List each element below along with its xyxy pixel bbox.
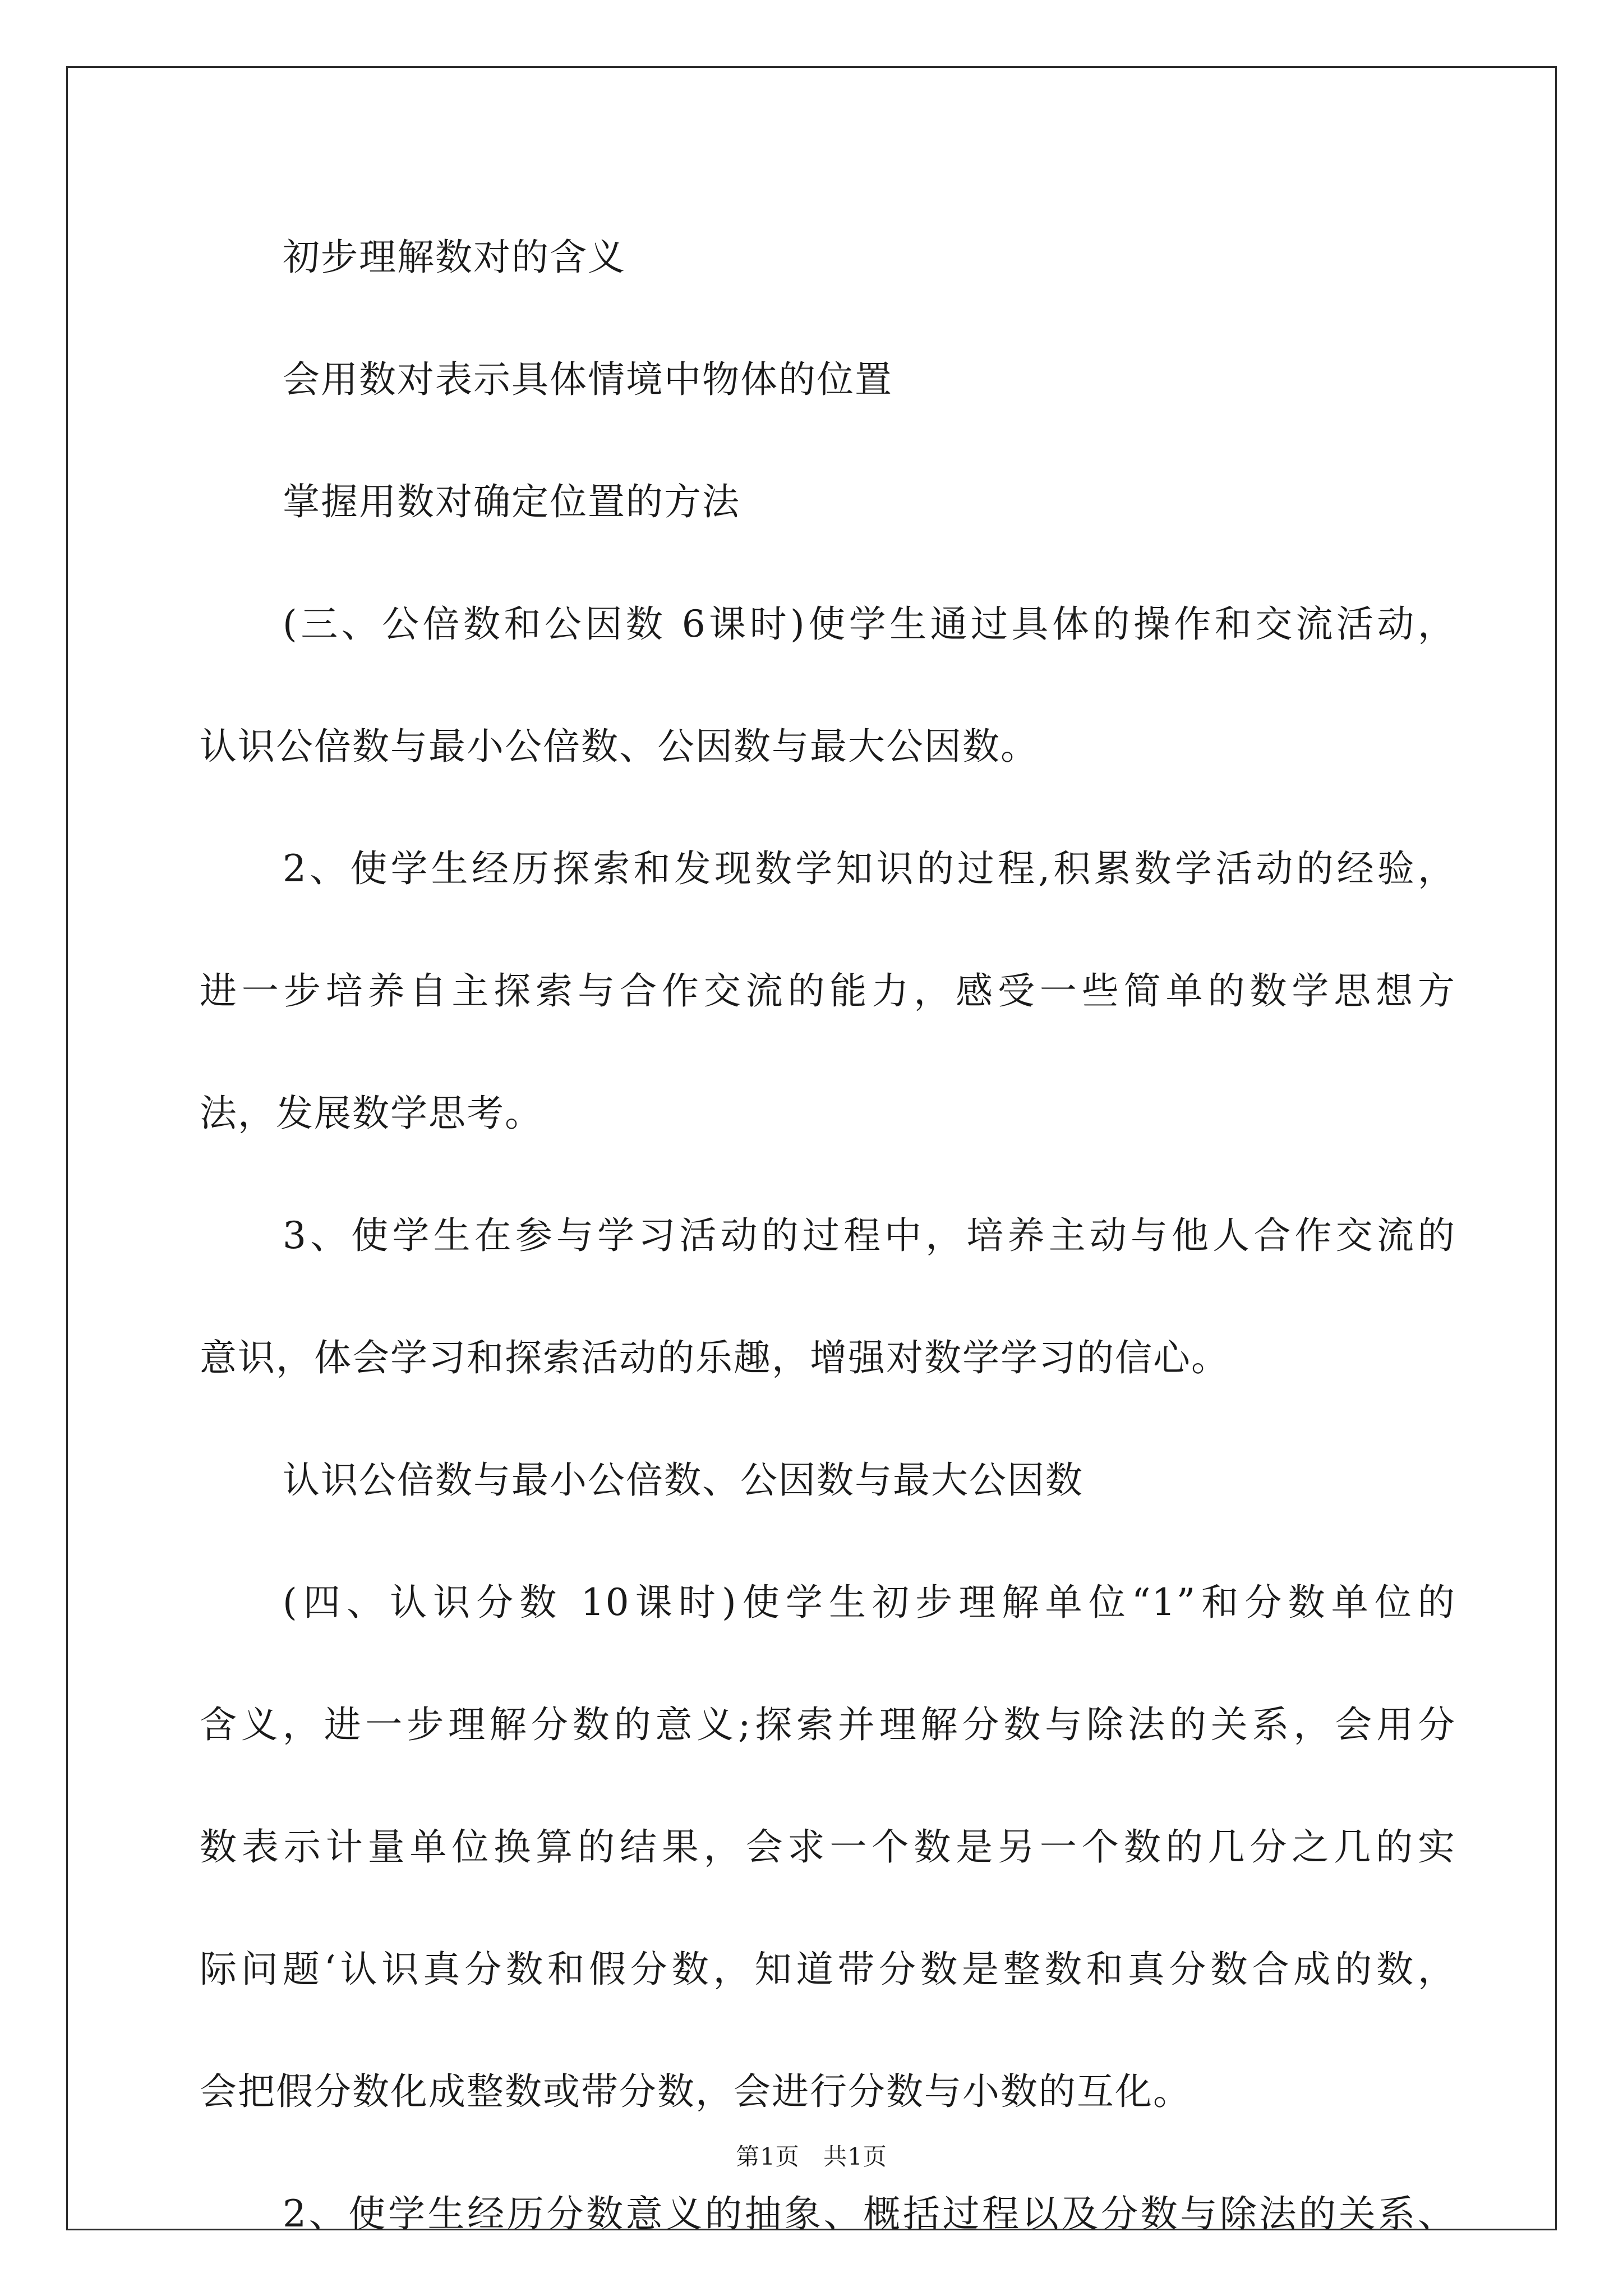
paragraph-line: (四、认识分数 10课时)使学生初步理解单位“1”和分数单位的 <box>283 1581 1456 1624</box>
paragraph-line: 初步理解数对的含义 <box>283 236 626 279</box>
paragraph-line: 2、使学生经历分数意义的抽象、概括过程以及分数与除法的关系、 <box>283 2192 1456 2235</box>
page-total: 共1页 <box>823 2143 887 2170</box>
paragraph-line: 进一步培养自主探索与合作交流的能力，感受一些简单的数学思想方 <box>200 969 1456 1013</box>
paragraph-line: 2、使学生经历探索和发现数学知识的过程,积累数学活动的经验， <box>283 847 1456 890</box>
paragraph-line: 会用数对表示具体情境中物体的位置 <box>283 358 893 401</box>
paragraph-line: 数表示计量单位换算的结果，会求一个数是另一个数的几分之几的实 <box>200 1825 1456 1869</box>
paragraph-line: 意识，体会学习和探索活动的乐趣，增强对数学学习的信心。 <box>200 1336 1229 1379</box>
paragraph-line: 认识公倍数与最小公倍数、公因数与最大公因数。 <box>200 725 1039 768</box>
paragraph-line: 认识公倍数与最小公倍数、公因数与最大公因数 <box>283 1458 1083 1502</box>
page-number: 第1页 <box>736 2143 800 2170</box>
paragraph-line: 掌握用数对确定位置的方法 <box>283 480 740 523</box>
document-body <box>200 213 1456 2258</box>
paragraph-line: 际问题‘认识真分数和假分数，知道带分数是整数和真分数合成的数， <box>200 1948 1456 1991</box>
page-footer <box>0 2138 1623 2172</box>
paragraph-line: (三、公倍数和公因数 6课时)使学生通过具体的操作和交流活动， <box>283 602 1456 646</box>
paragraph-line: 3、使学生在参与学习活动的过程中，培养主动与他人合作交流的 <box>283 1214 1456 1257</box>
paragraph-line: 含义，进一步理解分数的意义;探索并理解分数与除法的关系，会用分 <box>200 1703 1456 1746</box>
paragraph-line: 法，发展数学思考。 <box>200 1092 543 1135</box>
paragraph-line: 会把假分数化成整数或带分数，会进行分数与小数的互化。 <box>200 2070 1191 2113</box>
